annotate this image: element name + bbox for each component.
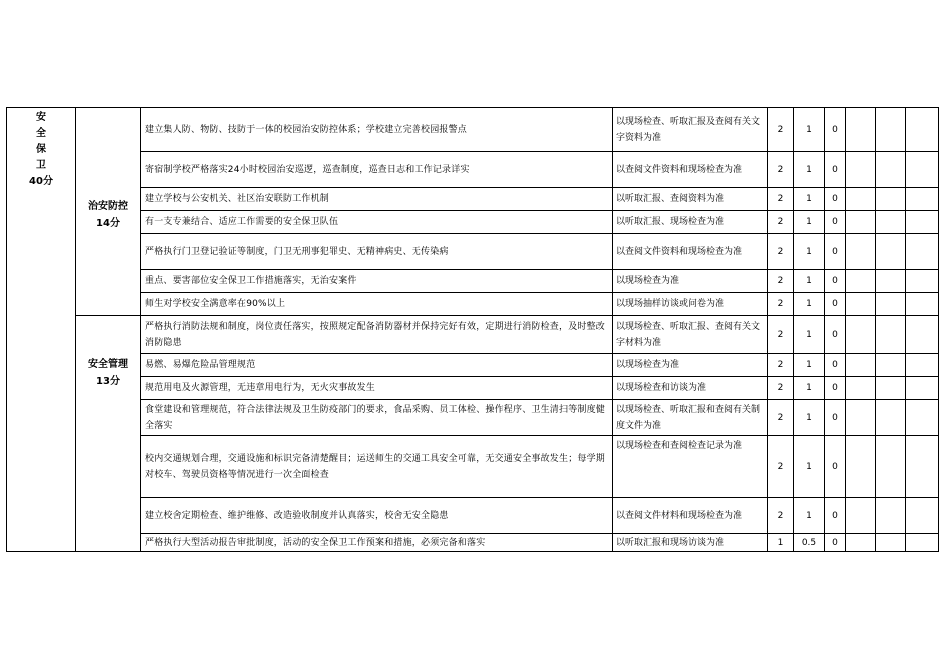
score-zero: 0: [825, 377, 846, 400]
table-row: [7, 354, 939, 377]
score-zero: 0: [825, 400, 846, 436]
table-row: [7, 534, 939, 552]
blank-cell: [846, 354, 876, 377]
score-full: 2: [768, 234, 794, 270]
blank-cell: [906, 293, 939, 316]
blank-cell: [846, 293, 876, 316]
blank-cell: [906, 377, 939, 400]
blank-cell: [876, 498, 906, 534]
method-text: 以听取汇报、现场检查为准: [613, 211, 768, 234]
score-zero: 0: [825, 211, 846, 234]
item-text: 规范用电及火源管理，无违章用电行为，无火灾事故发生: [141, 377, 613, 400]
score-partial: 1: [794, 377, 825, 400]
blank-cell: [876, 293, 906, 316]
blank-cell: [876, 234, 906, 270]
score-zero: 0: [825, 498, 846, 534]
table-row: [7, 188, 939, 211]
blank-cell: [906, 436, 939, 498]
score-zero: 0: [825, 270, 846, 293]
item-text: 师生对学校安全满意率在90%以上: [141, 293, 613, 316]
score-zero: 0: [825, 293, 846, 316]
blank-cell: [906, 152, 939, 188]
blank-cell: [876, 400, 906, 436]
score-partial: 1: [794, 234, 825, 270]
score-full: 2: [768, 436, 794, 498]
category-char: 保: [36, 144, 46, 155]
blank-cell: [876, 152, 906, 188]
section-name: 安全管理: [88, 359, 128, 370]
evaluation-table: [6, 107, 939, 552]
method-text: 以现场检查、听取汇报和查阅有关制度文件为准: [613, 400, 768, 436]
item-text: 建立校舍定期检查、维护维修、改造验收制度并认真落实，校舍无安全隐患: [141, 498, 613, 534]
score-full: 2: [768, 152, 794, 188]
method-text: 以现场检查和访谈为准: [613, 377, 768, 400]
score-full: 2: [768, 377, 794, 400]
blank-cell: [906, 270, 939, 293]
score-partial: 1: [794, 293, 825, 316]
blank-cell: [846, 211, 876, 234]
table-row: [7, 436, 939, 498]
table-row: [7, 498, 939, 534]
table-row: [7, 377, 939, 400]
score-partial: 1: [794, 211, 825, 234]
method-text: 以现场检查、听取汇报及查阅有关文字资料为准: [613, 108, 768, 152]
blank-cell: [876, 188, 906, 211]
blank-cell: [846, 498, 876, 534]
category-char: 全: [36, 128, 46, 139]
method-text: 以现场抽样访谈或问卷为准: [613, 293, 768, 316]
blank-cell: [846, 436, 876, 498]
section-cell: [76, 316, 141, 552]
category-score: 40分: [29, 176, 53, 187]
score-full: 2: [768, 400, 794, 436]
item-text: 严格执行门卫登记验证等制度，门卫无刑事犯罪史、无精神病史、无传染病: [141, 234, 613, 270]
table-row: [7, 316, 939, 354]
score-zero: 0: [825, 188, 846, 211]
section-name: 治安防控: [88, 201, 128, 212]
score-zero: 0: [825, 108, 846, 152]
blank-cell: [876, 211, 906, 234]
item-text: 严格执行消防法规和制度，岗位责任落实，按照规定配备消防器材并保持完好有效，定期进行消防检查，及时整改消防隐患: [141, 316, 613, 354]
blank-cell: [846, 534, 876, 552]
blank-cell: [846, 377, 876, 400]
score-full: 2: [768, 270, 794, 293]
item-text: 食堂建设和管理规范，符合法律法规及卫生防疫部门的要求，食品采购、员工体检、操作程序、卫生清扫等制度健全落实: [141, 400, 613, 436]
blank-cell: [846, 108, 876, 152]
score-partial: 1: [794, 400, 825, 436]
table-row: [7, 152, 939, 188]
score-full: 2: [768, 316, 794, 354]
blank-cell: [876, 270, 906, 293]
blank-cell: [906, 498, 939, 534]
score-partial: 1: [794, 316, 825, 354]
table-row: [7, 270, 939, 293]
score-full: 2: [768, 211, 794, 234]
method-text: 以现场检查为准: [613, 354, 768, 377]
table-row: [7, 293, 939, 316]
blank-cell: [906, 400, 939, 436]
score-partial: 1: [794, 436, 825, 498]
score-full: 2: [768, 293, 794, 316]
blank-cell: [906, 234, 939, 270]
blank-cell: [906, 316, 939, 354]
score-full: 2: [768, 188, 794, 211]
score-partial: 1: [794, 270, 825, 293]
blank-cell: [906, 534, 939, 552]
item-text: 建立集人防、物防、技防于一体的校园治安防控体系；学校建立完善校园报警点: [141, 108, 613, 152]
score-zero: 0: [825, 152, 846, 188]
blank-cell: [846, 400, 876, 436]
table-row: [7, 400, 939, 436]
table-row: [7, 234, 939, 270]
score-full: 1: [768, 534, 794, 552]
method-text: 以查阅文件资料和现场检查为准: [613, 234, 768, 270]
score-full: 2: [768, 354, 794, 377]
score-zero: 0: [825, 534, 846, 552]
method-text: 以查阅文件资料和现场检查为准: [613, 152, 768, 188]
method-text: 以现场检查和查阅检查记录为准: [613, 436, 768, 498]
score-partial: 1: [794, 354, 825, 377]
blank-cell: [876, 436, 906, 498]
score-partial: 1: [794, 152, 825, 188]
method-text: 以现场检查为准: [613, 270, 768, 293]
blank-cell: [846, 152, 876, 188]
category-char: 卫: [36, 160, 46, 171]
score-zero: 0: [825, 234, 846, 270]
item-text: 易燃、易爆危险品管理规范: [141, 354, 613, 377]
method-text: 以听取汇报、查阅资料为准: [613, 188, 768, 211]
section-cell: [76, 108, 141, 316]
category-cell: [7, 108, 76, 552]
item-text: 建立学校与公安机关、社区治安联防工作机制: [141, 188, 613, 211]
method-text: 以现场检查、听取汇报、查阅有关文字材料为准: [613, 316, 768, 354]
table-row: [7, 108, 939, 152]
score-full: 2: [768, 108, 794, 152]
evaluation-sheet: [6, 107, 938, 552]
score-zero: 0: [825, 316, 846, 354]
blank-cell: [846, 234, 876, 270]
score-zero: 0: [825, 436, 846, 498]
item-text: 校内交通规划合理，交通设施和标识完备清楚醒目；运送师生的交通工具安全可靠，无交通安全事故发生；每学期对校车、驾驶员资格等情况进行一次全面检查: [141, 436, 613, 498]
method-text: 以听取汇报和现场访谈为准: [613, 534, 768, 552]
blank-cell: [876, 534, 906, 552]
blank-cell: [876, 354, 906, 377]
blank-cell: [846, 188, 876, 211]
score-zero: 0: [825, 354, 846, 377]
table-row: [7, 211, 939, 234]
item-text: 有一支专兼结合、适应工作需要的安全保卫队伍: [141, 211, 613, 234]
item-text: 重点、要害部位安全保卫工作措施落实，无治安案件: [141, 270, 613, 293]
method-text: 以查阅文件材料和现场检查为准: [613, 498, 768, 534]
score-partial: 1: [794, 498, 825, 534]
blank-cell: [906, 211, 939, 234]
section-score: 13分: [96, 376, 120, 387]
blank-cell: [906, 188, 939, 211]
blank-cell: [846, 270, 876, 293]
blank-cell: [876, 108, 906, 152]
blank-cell: [906, 108, 939, 152]
blank-cell: [846, 316, 876, 354]
item-text: 寄宿制学校严格落实24小时校园治安巡逻，巡查制度，巡查日志和工作记录详实: [141, 152, 613, 188]
item-text: 严格执行大型活动报告审批制度，活动的安全保卫工作预案和措施，必须完备和落实: [141, 534, 613, 552]
score-partial: 1: [794, 108, 825, 152]
score-full: 2: [768, 498, 794, 534]
score-partial: 1: [794, 188, 825, 211]
blank-cell: [906, 354, 939, 377]
blank-cell: [876, 377, 906, 400]
section-score: 14分: [96, 218, 120, 229]
score-partial: 0.5: [794, 534, 825, 552]
category-char: 安: [36, 112, 46, 123]
blank-cell: [876, 316, 906, 354]
